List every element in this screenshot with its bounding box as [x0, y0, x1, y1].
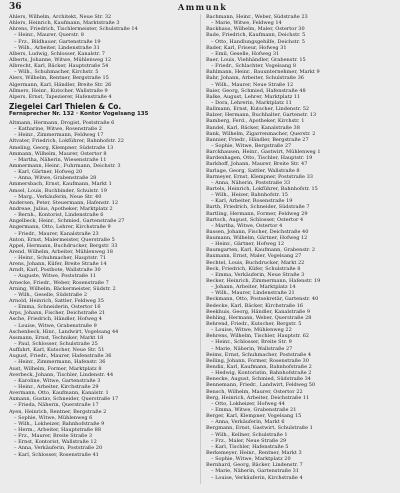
- directory-entry: – Martha, Näherin, Wiesenstraße 11: [14, 156, 107, 163]
- left-column: [9, 14, 199, 458]
- directory-entry: Bechtel, Louis, Buchdrucker, Markt 22: [206, 259, 305, 266]
- advertisement-title: Ziegelei Carl Thielen & Co.: [9, 101, 122, 111]
- directory-entry: Barth, Friedrich, Schneider, Südstraße 7: [206, 204, 310, 211]
- directory-entry: – Sophie, Witwe, Bergstraße 27: [211, 142, 292, 149]
- directory-entry: Bachmann, Heinr., Weber, Südstraße 23: [206, 14, 308, 20]
- page-number: 36: [9, 2, 22, 12]
- directory-entry: – Karl, Schlosser, Rosenstraße 41: [14, 451, 99, 458]
- directory-entry: – Anna, Verkäuferin, Markt 6: [211, 419, 285, 426]
- directory-entry: Arps, Johann, Fischer, Deichstraße 21: [9, 310, 106, 317]
- directory-entry: – Friedr., Maurer, Kanalstraße 23: [14, 230, 99, 237]
- advertisement-detail: Fernsprecher Nr. 132 · Kontor Vogelsang 135: [9, 110, 149, 117]
- directory-entry: Bahlmann, Heinr., Bauunternehmer, Markt 9: [206, 69, 320, 76]
- right-column: [206, 14, 396, 481]
- directory-entry: – Auguste, Witwe, Poststraße 11: [14, 273, 97, 280]
- directory-entry: Assmann, Ernst, Techniker, Markt 18: [9, 334, 104, 341]
- directory-entry: Bardenhagen, Otto, Tischler, Hauptstr. 19: [206, 155, 313, 162]
- directory-entry: – Wilh., Schuhmacher, Kirchstr. 5: [14, 69, 99, 76]
- directory-entry: – Anna, Näherin, Poststraße 33: [211, 179, 291, 186]
- directory-entry: Ameling, Georg, Klempner, Südstraße 13: [9, 144, 114, 151]
- directory-entry: – Otto, Handlungsgehilfe, Deichstr. 5: [211, 38, 305, 45]
- directory-entry: – Frz., Maurer, Breite Straße 3: [14, 433, 93, 440]
- directory-entry: Bedecke, Karl, Bäcker, Kirchstraße 16: [206, 302, 304, 309]
- directory-entry: Baer, Louis, Viehhändler, Grabenstr. 15: [206, 56, 306, 63]
- directory-entry: – Frz., Maler, Neue Straße 29: [211, 437, 287, 444]
- directory-entry: Beekhuis, Georg, Händler, Kanalstraße 9: [206, 308, 311, 315]
- directory-entry: – Otto, Lokheizer, Hofweg 44: [211, 400, 285, 407]
- directory-entry: – Frz., Bildhauer, Gartenstraße 19: [14, 38, 101, 45]
- directory-entry: – Marie, Witwe, Feldweg 14: [211, 20, 282, 27]
- directory-entry: – Heinr., Zimmermann, Feldweg 17: [14, 132, 104, 139]
- directory-entry: Backhaus, Wilhelm, Maler, Ostertor 30: [206, 26, 305, 33]
- directory-entry: – Katharine, Witwe, Rosenstraße 2: [14, 126, 102, 133]
- directory-entry: Ahlers, Wilhelm, Architekt, Neue Str. 32: [9, 14, 112, 20]
- directory-entry: Bartsch, August, Schlosser, Ostertor 4: [206, 216, 304, 223]
- directory-entry: Albrecht, Karl, Bäcker, Hauptstraße 54: [9, 63, 109, 70]
- directory-entry: – Karl, Tischler, Hafenstraße 5: [211, 443, 289, 450]
- directory-entry: – Marie, Näherin, Gartenstraße 31: [211, 468, 299, 475]
- directory-entry: Beckmann, Otto, Postsekretär, Gartenstr. 40: [206, 296, 319, 303]
- directory-entry: – Bernh., Kontorist, Lindenstraße 6: [14, 212, 104, 219]
- directory-entry: Avermann, Otto, Kaufmann, Kanalstr. 1: [9, 390, 109, 397]
- directory-entry: Beck, Friedrich, Küfer, Schulstraße 8: [206, 265, 301, 272]
- directory-entry: Allmers, Heinr., Kutscher, Wallstraße 9: [9, 87, 108, 94]
- directory-entry: – Emma, Schneiderin, Ostertor 16: [14, 304, 101, 311]
- advertisement-block: [9, 101, 199, 120]
- directory-entry: Bannier, Friedr., Händler, Bergstraße 27: [206, 136, 309, 143]
- directory-entry: Altvater, Friedrich, Lokführer, Bahnhofstr. 22: [9, 138, 124, 145]
- directory-entry: Barlage, Georg, Sattler, Wallstraße 8: [206, 167, 300, 174]
- directory-entry: Aschenbeck, Hinr., Landwirt, Vogelsang 44: [9, 328, 119, 335]
- directory-entry: – Heinr., Schuhmacher, Hauptstr. 71: [14, 255, 107, 262]
- directory-entry: – Hedwig, Kontoristin, Bahnhofstraße 2: [211, 370, 312, 377]
- directory-entry: Behrend, Friedr., Kutscher, Bergstr. 5: [206, 321, 302, 328]
- directory-entry: – Louise, Witwe, Grabenstraße 9: [14, 322, 97, 329]
- directory-entry: Alpers, Ernst, Tapezierer, Hafenstraße 4: [9, 93, 112, 100]
- directory-entry: – Wilh., Lokheizer, Bahnhofstraße 9: [14, 420, 105, 427]
- directory-entry: – Wilh., Maurer, Neue Straße 12: [211, 81, 294, 88]
- directory-entry: Amsel, Louis, Buchbinder, Schulstr. 19: [9, 187, 107, 194]
- directory-entry: – Marie, Näherin, Wallstraße 27: [211, 345, 293, 352]
- directory-entry: – Paul, Schlosser, Schulstraße 25: [14, 341, 98, 348]
- directory-entry: Arens, Johann, Küfer, Breite Straße 14: [9, 261, 107, 268]
- directory-entry: Barmeyer, Ernst, Klempner, Poststraße 33: [206, 173, 313, 180]
- directory-entry: Balke, August, Lehrer, Marktplatz 11: [206, 93, 301, 100]
- directory-entry: Bendix, Karl, Kaufmann, Bahnhofstraße 2: [206, 364, 312, 371]
- directory-entry: Appel, Hermann, Buchdrucker, Bergstr. 33: [9, 242, 118, 249]
- directory-entry: – Wilh., Heizer, Bahnhofstr. 15: [211, 192, 288, 199]
- directory-entry: – Louise, Witwe, Mühlenweg 22: [211, 327, 292, 334]
- directory-entry: – Wilh., Kellner, Schulstraße 1: [211, 431, 288, 438]
- directory-entry: – Heinr., Zimmermann, Hafenstr. 36: [14, 359, 106, 366]
- directory-entry: – Anna, Verkäuferin, Poststraße 20: [14, 445, 103, 452]
- directory-entry: Arend, Wilhelm, Arbeiter, Mühlenweg 18: [9, 248, 113, 255]
- directory-entry: Bennemann, Friedr., Landwirt, Feldweg 50: [206, 382, 316, 389]
- directory-entry: Behling, Hermann, Weber, Querstraße 28: [206, 314, 312, 321]
- directory-entry: Benecke, August, Schmied, Südstraße 34: [206, 376, 311, 383]
- directory-entry: Arning, Wilhelm, Bäckermeister, Südstr. 2: [9, 285, 116, 292]
- directory-entry: Barckhausen, Heinr., Gastwirt, Mühlenweg 1: [206, 149, 321, 156]
- directory-entry: – Marg., Verkäuferin, Neue Str. 40: [14, 193, 102, 200]
- directory-entry: – Sophie, Witwe, Mühlenweg 6: [14, 414, 93, 421]
- directory-entry: Baxmann, Ernst, Maler, Vogelsang 27: [206, 253, 302, 260]
- directory-entry: Baumgarten, Karl, Kaufmann, Grabenstr. 2: [206, 247, 316, 254]
- directory-entry: – Wilh., Maurer, Lindenstraße 21: [211, 290, 295, 297]
- directory-entry: Alers, Wilhelm, Rentner, Bergstraße 15: [9, 75, 109, 82]
- directory-entry: Angermann, Otto, Lehrer, Kirchstraße 9: [9, 224, 111, 231]
- directory-entry: Algermann, Karl, Händler, Breite Str. 26: [9, 81, 112, 88]
- directory-entry: Auffahrt, Karl, Kutscher, Neue Str. 51: [9, 347, 105, 354]
- directory-entry: Alberts, Johanne, Witwe, Mühlenweg 12: [9, 56, 112, 63]
- directory-entry: Barkhoff, Johann, Maurer, Breite Str. 47: [206, 161, 308, 168]
- directory-entry: Anton, Ernst, Malermeister, Querstraße 5: [9, 236, 115, 243]
- directory-entry: Balzer, Hermann, Buchhalter, Gartenstr. 13: [206, 112, 317, 119]
- directory-entry: Aust, Wilhelm, Former, Marktplatz 8: [9, 365, 102, 372]
- directory-entry: – Karl, Gärtner, Hofweg 20: [14, 169, 83, 176]
- directory-entry: – Sophie, Witwe, Marktplatz 20: [211, 456, 291, 463]
- directory-entry: – Johann, Arbeiter, Marktplatz 14: [211, 284, 296, 291]
- directory-entry: Behrens, Wilhelm, Tischler, Hauptstr. 62: [206, 333, 309, 340]
- directory-entry: Albers, Ludwig, Schlosser, Kanalstr. 7: [9, 50, 105, 57]
- directory-entry: Bandel, Karl, Bäcker, Kanalstraße 38: [206, 124, 300, 131]
- directory-entry: Ahlers, Heinrich, Kaufmann, Marktstraße 3: [9, 20, 120, 27]
- directory-entry: Arnold, Heinrich, Sattler, Feldweg 35: [9, 298, 104, 305]
- directory-entry: Berg, Heinrich, Arbeiter, Deichstraße 11: [206, 394, 310, 401]
- directory-entry: Angelbeck, Heinr., Schmied, Gartenstraße 27: [9, 218, 125, 225]
- directory-entry: Baumann, Wilhelm, Gärtner, Hofweg 12: [206, 235, 308, 242]
- directory-entry: – Emma, Witwe, Grabenstraße 21: [211, 407, 297, 413]
- directory-entry: Arndt, Karl, Postbote, Wallstraße 30: [9, 267, 101, 274]
- directory-entry: – Karoline, Witwe, Gartenstraße 3: [14, 377, 101, 384]
- directory-entry: – Wilh., Geselle, Südstraße 2: [14, 291, 88, 298]
- directory-entry: – Emil, Geselle, Hofweg 31: [211, 50, 280, 57]
- directory-entry: Ammann, Wilhelm, Maurer, Ostertor 8: [9, 150, 107, 157]
- directory-entry: Andersen, Peter, Steuermann, Hafenstr. 12: [9, 199, 119, 206]
- directory-entry: Asche, Friedrich, Händler, Hofweg 4: [9, 316, 102, 323]
- directory-entry: Baier, Georg, Schmied, Hafenstraße 48: [206, 87, 306, 94]
- directory-entry: Beims, Ernst, Schuhmacher, Poststraße 4: [206, 351, 312, 358]
- directory-entry: August, Friedr., Maurer, Hafenstraße 36: [9, 353, 112, 360]
- directory-entry: Altmann, Hermann, Drogist, Poststraße 6: [9, 119, 115, 126]
- directory-entry: – Heinr., Schlosser, Breite Str. 9: [211, 339, 292, 346]
- directory-entry: Andreae, Julius, Apotheker, Marktplatz 2: [9, 205, 113, 212]
- directory-entry: Bader, Karl, Friseur, Hofweg 31: [206, 44, 287, 51]
- directory-entry: Bade, Friedrich, Kaufmann, Deichstr. 5: [206, 32, 306, 39]
- directory-entry: Bahr, Johann, Arbeiter, Schulstraße 36: [206, 75, 304, 82]
- directory-entry: Berkemeyer, Heinr., Rentner, Markt 3: [206, 449, 302, 456]
- directory-entry: Axmann, Gustav, Schneider, Querstraße 17: [9, 396, 119, 403]
- directory-entry: Averbeck, Johann, Tischler, Lindenstr. 44: [9, 371, 114, 378]
- directory-entry: – Heinr., Gärtner, Hofweg 12: [211, 241, 285, 248]
- directory-entry: – Anna, Witwe, Grabenstraße 28: [14, 175, 97, 182]
- directory-entry: Bank, Wilhelm, Zigarrenmacher, Querstr. 2: [206, 130, 316, 137]
- directory-entry: Bensch, Wilhelm, Maurer, Ostertor 22: [206, 388, 303, 395]
- directory-entry: – Emma, Verkäuferin, Neue Straße 3: [211, 271, 305, 278]
- page-heading: Ammunk: [178, 2, 228, 12]
- directory-entry: – Friedr., Schlachter, Vogelsang 8: [211, 63, 297, 70]
- directory-entry: Ammermann, Heinr., Fuhrmann, Deichstr. 3: [9, 162, 121, 169]
- directory-entry: Ballmann, Ernst, Kutscher, Lindenstr. 52: [206, 106, 310, 113]
- directory-entry: Bernhard, Georg, Bäcker, Lindenstr. 7: [206, 462, 303, 469]
- directory-entry: – Frieda, Näherin, Querstraße 17: [14, 402, 99, 409]
- directory-entry: Ammersbach, Ernst, Kaufmann, Markt 1: [9, 181, 112, 188]
- directory-entry: Ayen, Heinrich, Rentner, Bergstraße 2: [9, 408, 107, 415]
- directory-entry: Bartling, Hermann, Former, Feldweg 29: [206, 210, 308, 217]
- directory-entry: Ahrens, Friedrich, Tischlermeister, Schulstraße 14: [9, 26, 138, 33]
- directory-entry: – Ernst, Kontorist, Wallstraße 12: [14, 439, 97, 446]
- directory-entry: Becker, Heinrich, Zimmermann, Hafenstr. 19: [206, 278, 321, 285]
- directory-entry: Bergmann, Ernst, Gastwirt, Schulstraße 1: [206, 425, 313, 432]
- directory-entry: – Heinr., Maurer, Querstr. 8: [14, 32, 84, 39]
- directory-entry: Bassen, Johann, Fischer, Deichstraße 40: [206, 228, 309, 235]
- directory-entry: Bartels, Heinrich, Lokführer, Bahnhofstr. 15: [206, 185, 318, 192]
- directory-entry: – Herm., Arbeiter, Hauptstraße 88: [14, 427, 102, 433]
- directory-entry: Bamberg, Ferd., Apotheker, Kirchstr. 1: [206, 118, 305, 125]
- directory-entry: – Karl, Arbeiter, Rosenstraße 19: [211, 198, 293, 205]
- directory-entry: Berger, Karl, Klempner, Vogelsang 15: [206, 413, 302, 420]
- directory-entry: – Dora, Lehrerin, Marktplatz 11: [211, 99, 292, 106]
- directory-entry: – Heinr., Arbeiter, Kirchstraße 29: [14, 384, 99, 391]
- directory-entry: – Wilh., Arbeiter, Lindenstraße 31: [14, 44, 100, 51]
- directory-entry: Arnecke, Friedr., Weber, Rosenstraße 7: [9, 279, 109, 286]
- directory-entry: Belling, Johann, Former, Rosenstraße 30: [206, 357, 309, 364]
- column-divider: [200, 14, 201, 484]
- directory-entry: – Martha, Witwe, Ostertor 4: [211, 222, 283, 229]
- directory-entry: – Louise, Verkäuferin, Kirchstraße 4: [211, 474, 303, 481]
